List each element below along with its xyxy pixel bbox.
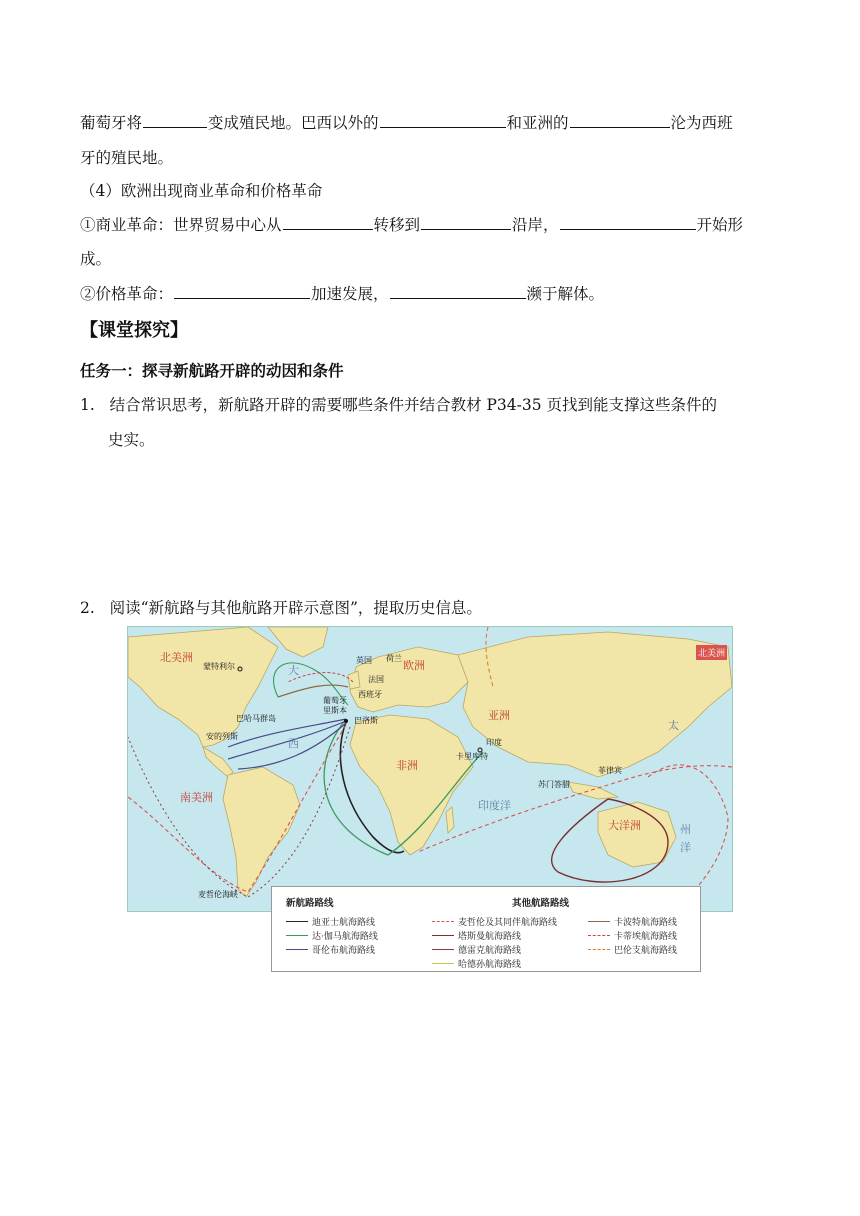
label-india: 印度 (486, 738, 502, 747)
label-palos: 巴洛斯 (354, 716, 378, 725)
price-line (80, 282, 604, 304)
central-america-land (203, 747, 233, 777)
swatch (432, 949, 454, 950)
label-lisbon: 里斯本 (323, 706, 347, 715)
legend-other-routes (432, 895, 569, 970)
label-pacific-1: 太 (668, 719, 679, 732)
legend-item (432, 956, 569, 970)
fill-line-1 (80, 111, 733, 133)
label-south-america: 南美洲 (180, 791, 213, 804)
item-4-title: （4）欧洲出现商业革命和价格革命 (80, 182, 323, 200)
blank[interactable] (174, 282, 310, 299)
blank[interactable] (390, 282, 526, 299)
greenland-land (268, 627, 328, 657)
label-spain: 西班牙 (358, 690, 382, 699)
swatch (286, 935, 308, 936)
label-france: 法国 (368, 675, 384, 684)
swatch (286, 949, 308, 950)
question-number: 2. (80, 599, 95, 617)
label-north-america-right: 北美洲 (696, 645, 727, 660)
legend-label: 哥伦布航海路线 (312, 945, 376, 956)
text: 葡萄牙将 (80, 114, 143, 132)
britain-land (348, 671, 360, 689)
text: 沦为西班 (670, 114, 733, 132)
blank[interactable] (421, 213, 511, 230)
question-2 (80, 596, 482, 618)
label-antilles: 安的列斯 (206, 732, 238, 741)
legend-label: 达·伽马航海路线 (312, 931, 378, 942)
text: 和亚洲的 (506, 114, 569, 132)
swatch (432, 935, 454, 936)
asia-land (458, 632, 732, 777)
question-number: 1. (80, 396, 95, 414)
label-north-america: 北美洲 (160, 651, 193, 664)
label-atlantic-1: 大 (288, 664, 299, 677)
label-strait: 麦哲伦海峡 (198, 890, 238, 899)
label-moluccas: 苏门答腊 (538, 780, 570, 789)
legend-label: 麦哲伦及其同伴航海路线 (458, 917, 558, 928)
label-oceania: 大洋洲 (608, 819, 641, 832)
label-philippines: 菲律宾 (598, 766, 622, 775)
route-map (127, 626, 733, 912)
text: 加速发展， (311, 285, 389, 303)
legend-item (588, 914, 677, 928)
legend-label: 哈德孙航海路线 (458, 959, 522, 970)
swatch (432, 921, 454, 922)
text: 沿岸， (512, 216, 559, 234)
label-europe: 欧洲 (403, 659, 425, 672)
blank[interactable] (283, 213, 373, 230)
label-portugal: 葡萄牙 (323, 696, 347, 705)
legend-label: 迪亚士航海路线 (312, 917, 376, 928)
south-america-land (223, 767, 300, 897)
legend-item (286, 942, 378, 956)
swatch (588, 935, 610, 936)
blank[interactable] (560, 213, 696, 230)
label-montreal: 蒙特利尔 (203, 662, 235, 671)
commerce-line (80, 213, 743, 235)
text: 变成殖民地。巴西以外的 (208, 114, 379, 132)
map-legend (271, 886, 701, 972)
swatch (588, 949, 610, 950)
blank[interactable] (143, 111, 207, 128)
text: ①商业革命：世界贸易中心从 (80, 216, 282, 234)
blank[interactable] (570, 111, 670, 128)
columbus-route-2 (228, 721, 346, 759)
text: ②价格革命： (80, 285, 174, 303)
north-america-land (128, 627, 278, 747)
label-asia: 亚洲 (488, 709, 510, 722)
legend-item (588, 942, 677, 956)
text: 濒于解体。 (526, 285, 605, 303)
text: 开始形 (696, 216, 744, 234)
commerce-line-2: 成。 (80, 250, 112, 268)
label-pacific-3: 州 (680, 823, 691, 836)
legend-new-routes (286, 895, 378, 956)
label-netherlands: 荷兰 (386, 654, 402, 663)
legend-label: 巴伦支航海路线 (614, 945, 678, 956)
legend-new-title: 新航路路线 (286, 898, 334, 909)
legend-item (286, 914, 378, 928)
swatch (588, 921, 610, 922)
label-atlantic-2: 西 (288, 737, 299, 750)
legend-label: 德雷克航海路线 (458, 945, 522, 956)
label-bahamas: 巴哈马群岛 (236, 714, 276, 723)
blank[interactable] (380, 111, 506, 128)
indonesia-land (568, 782, 618, 799)
legend-item (432, 928, 569, 942)
legend-label: 塔斯曼航海路线 (458, 931, 522, 942)
madagascar-land (446, 807, 454, 833)
legend-item (286, 928, 378, 942)
swatch (286, 921, 308, 922)
label-calicut: 卡里库特 (456, 752, 488, 761)
legend-label: 卡蒂埃航海路线 (614, 931, 678, 942)
question-text: 结合常识思考，新航路开辟的需要哪些条件并结合教材 P34-35 页找到能支撑这些条件的 (109, 396, 718, 414)
text: 转移到 (373, 216, 421, 234)
question-text: 阅读“新航路与其他航路开辟示意图”，提取历史信息。 (109, 599, 482, 617)
lisbon-point (344, 719, 348, 723)
label-england: 英国 (356, 656, 372, 665)
legend-other-routes-b (588, 914, 677, 956)
question-1 (80, 393, 717, 415)
label-africa: 非洲 (396, 759, 418, 772)
legend-other-title: 其他航路路线 (512, 898, 570, 909)
legend-item (432, 942, 569, 956)
legend-item (588, 928, 677, 942)
legend-label: 卡波特航海路线 (614, 917, 678, 928)
legend-item (432, 914, 569, 928)
fill-line-2: 牙的殖民地。 (80, 149, 174, 167)
task-1-title: 任务一：探寻新航路开辟的动因和条件 (80, 362, 344, 380)
label-pacific-2: 洋 (680, 841, 691, 854)
section-heading: 【课堂探究】 (80, 320, 188, 341)
label-indian-ocean: 印度洋 (478, 799, 511, 812)
swatch (432, 963, 454, 964)
question-1-cont: 史实。 (108, 431, 155, 449)
